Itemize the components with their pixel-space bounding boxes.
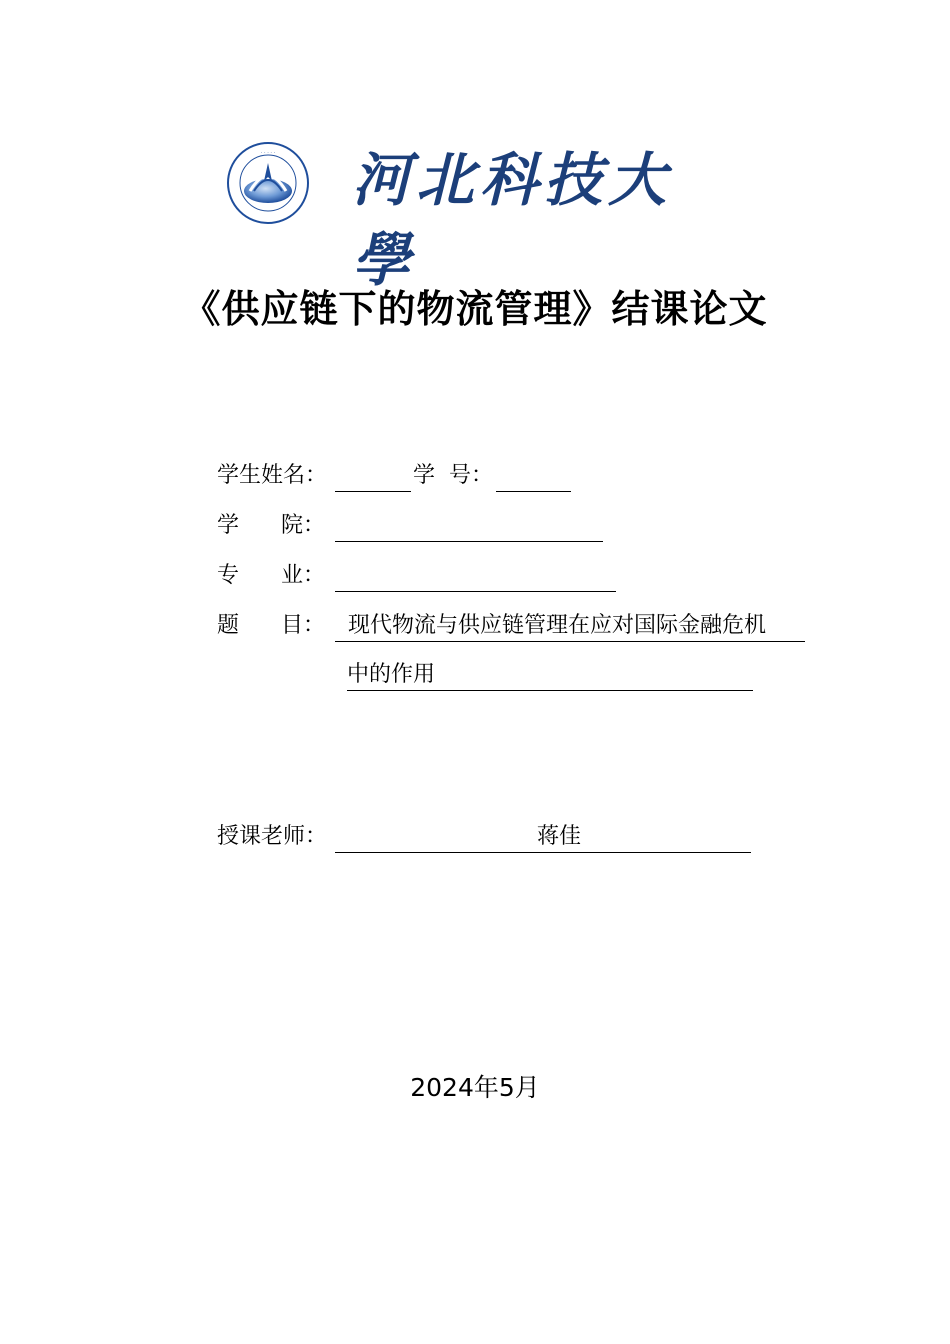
- svg-text:· · · · ·: · · · · ·: [260, 150, 276, 156]
- student-info-row: [217, 460, 577, 492]
- topic-field-line1[interactable]: [335, 610, 805, 642]
- college-field[interactable]: [335, 510, 603, 542]
- teacher-field[interactable]: [335, 821, 751, 853]
- university-name-text: 河北科技大學: [352, 146, 673, 294]
- teacher-label: 授课老师：: [217, 824, 328, 849]
- topic-field-line2[interactable]: [347, 659, 753, 691]
- college-row: [217, 510, 617, 542]
- document-title: 《供应链下的物流管理》结课论文: [182, 287, 768, 331]
- topic-row-continued: [217, 659, 757, 691]
- topic-label: 题 目：: [217, 613, 325, 638]
- university-wordmark: [352, 140, 712, 294]
- topic-text-line2: 中的作用: [347, 662, 436, 687]
- topic-row: [217, 610, 817, 642]
- student-name-label: 学生姓名：: [217, 463, 328, 488]
- student-id-field[interactable]: [496, 460, 571, 492]
- major-field[interactable]: [335, 560, 616, 592]
- major-row: [217, 560, 627, 592]
- student-id-label: 学 号：: [413, 463, 493, 488]
- major-label: 专 业：: [217, 563, 325, 588]
- document-date: 2024年5月: [410, 1073, 540, 1102]
- teacher-row: [217, 821, 757, 853]
- university-seal-logo: [226, 141, 310, 225]
- teacher-name: 蒋佳: [537, 824, 582, 849]
- college-label: 学 院：: [217, 513, 325, 538]
- student-name-field[interactable]: [335, 460, 411, 492]
- topic-text-line1: 现代物流与供应链管理在应对国际金融危机: [348, 613, 767, 638]
